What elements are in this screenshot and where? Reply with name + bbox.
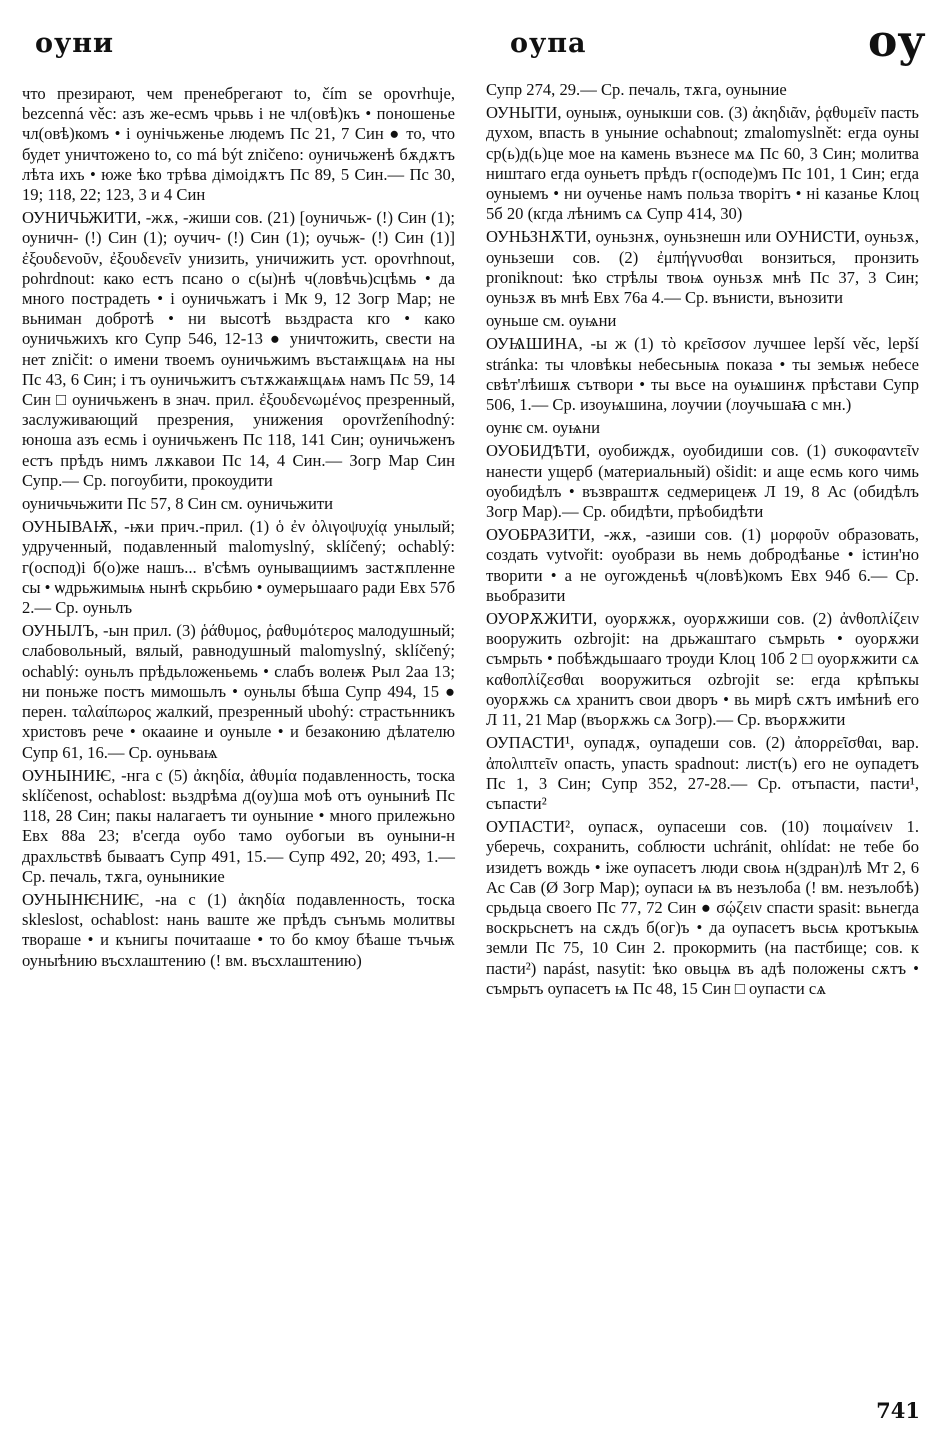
running-head-left: оуни: [35, 28, 115, 59]
entry-continuation: что презирают, чем пренебрегают to, čím se opovrhuje, bezcenná věc: азъ же-есмъ чрьвь і не чл(овѣ)къ • поношенье чл(овѣ)комъ • і оунічьженье людемъ Пс 21, 7 Син ● то, что будет уничтожено to, co má být zničeno: оуничьженѣ бѫдѫтъ лѣта ихъ • юже ѣко трѣва дімоідѫтъ Пс 89, 5 Син.— Пс 30, 19; 118, 22; 123, 3 и 4 Син: [22, 84, 455, 205]
entry-continuation: Супр 274, 29.— Ср. печаль, тѫга, оуныние: [486, 80, 787, 99]
cross-reference: оуничьчьжити Пс 57, 8 Син см. оуничьжити: [22, 494, 333, 514]
entry-uoruzhiti: ОУОРѪЖИТИ, оуорѫжѫ, оуорѫжиши сов. (2) ἀνθοπλίζειν вооружить ozbrojit: на дрьжаштаго съмрьть • оуорѫжи съмрьть • побѣждьшааго троуди Клоц 10б 2 □ оуорѫжити сѧ καθοπλίζεσθαι вооружиться ozbrojit se: егда крѣпъкы оуорѫжь сѧ хранитъ свои дворъ • вь мирѣ сѫтъ имѣниѣ его Л 11, 21 Мар (въорѫжь сѧ Зогр).— Ср. въорѫжити: [486, 609, 919, 730]
entry-unznuti: ОУНЬЗНѪТИ, оуньзнѫ, оуньзнешн или ОУНИСТИ, оуньзѫ, оуньзеши сов. (2) ἐμπήγνυσθαι вонзиться, пронзить proniknout: ѣко стрѣлы твоѩ оуньзѫ мнѣ Пс 37, 3 Син; оуньзѫ въ мнѣ Евх 76а 4.— Ср. вънисти, вънозити: [486, 227, 919, 308]
page-number: 741: [876, 1398, 920, 1423]
right-column: [486, 80, 919, 999]
entry-upasti-2: ОУПАСТИ², оупасѫ, оупасеши сов. (10) ποιμαίνειν 1. уберечь, сохранить, соблюсти uchránit, ohlídat: не тебе бо изидетъ вождь • іже оупасетъ люди своѩ н(здран)лѣ Мт 2, 6 Ас Сав (Ø Зогр Мар); оупаси ѩ въ незълоба (! вм. незълобѣ) срьдьца своего Пс 77, 72 Син ● σῴζειν спасти spasit: вьнегда воскрьснетъ на сѫдъ б(ог)ъ • да оупасетъ вьсѩ кротъкыѩ земли Пс 75, 10 Син 2. прокормить (на пастбище; сов. к пасти²) napást, nasytit: ѣко овьцѩ въ адѣ положены сѫтъ • съмрьтъ оупасетъ ѩ Пс 48, 15 Син □ оупасти сѧ: [486, 817, 919, 998]
cross-reference: оунѥ см. оуѩни: [486, 418, 600, 438]
entry-upasti-1: ОУПАСТИ¹, оупадѫ, оупадеши сов. (2) ἀπορρεῖσθαι, вар. ἀπολιπτεῖν опасть, упасть spadnout: лист(ъ) его не оупадетъ Пс 1, 3 Син; Супр 352, 27-28.— Ср. отъпасти, пасти¹, съпасти²: [486, 733, 919, 813]
running-head-middle: оупа: [510, 28, 587, 59]
entry-unynenie: ОУНЫНѤНИѤ, -на с (1) ἀκηδία подавленность, тоска skleslost, ochablost: нань ваште же прѣдъ сънъмь молитвы твораше • и кънигы почитааше • то бо кмоу бѣаше тъчьѭ оуныѣнию въсхлаштению (! вм. въсхлаштению): [22, 889, 455, 970]
entry-uobideti: ОУОБИДѢТИ, оуобиждѫ, оуобидиши сов. (1) συκοφαντεῖν нанести ущерб (материальный) ošidit: и аще есмь кого чимь оуобидѣлъ • възвраштѫ седмерицеѭ Л 19, 8 Ас (обидѣлъ Зогр Мар).— Ср. обидѣти, прѣобидѣти: [486, 441, 919, 522]
entry-unynie: ОУНЫНИѤ, -нга с (5) ἀκηδία, ἀθυμία подавленность, тоска sklíčenost, ochablost: вьздрѣма д(оу)ша моѣ отъ оуныниѣ Пс 118, 28 Син; пакы налагаетъ ти оуныние • много прилежьно Евх 88а 23; в'сегда оубо тамо оубогыи въ оуныни-н драхльствѣ бываатъ Супр 491, 15.— Супр 492, 20; 493, 1.— Ср. печаль, тѫга, оуныникие: [22, 765, 455, 886]
entry-unyvaya: ОУНЫВАѬ, -ѭи прич.-прил. (1) ὁ ἐν ὀλιγοψυχίᾳ унылый; удрученный, подавленный malomyslný, sklíčený; ochablý: г(оспод)і б(о)же нашъ... в'сѣмъ оуныващиимъ застѫпленне сы • ѡдрьжимыѩ нынѣ скрьбию • оумерьшааго ради Евх 57б 2.— Ср. оуньлъ: [22, 517, 456, 618]
entry-unyti: ОУНЫТИ, оуныѭ, оуныкши сов. (3) ἀκηδιᾶν, ῥᾳθυμεῖν пасть духом, впасть в уныние ochabnout; zmalomyslnět: егда оуны ср(ь)д(ь)це мое на камень възнесе мѧ Пс 60, 3 Син; молитва ништаго егда оуньетъ прѣдъ г(осподе)мъ Пс 101, 1 Син; егда оуныемъ • ни оученье намъ польза творітъ • ні казанье Клоц 5б 20 (кгда лѣнимъ сѧ Супр 414, 30): [486, 103, 919, 224]
entry-uobraziti: ОУОБРАЗИТИ, -жѫ, -азиши сов. (1) μορφοῦν образовать, создать vytvořit: оуобрази вь немь добродѣанье • істин'но творити • а не оугожденьѣ ч(ловѣ)комъ Евх 94б 6.— Ср. вьобразити: [486, 525, 919, 605]
entry-unyl: ОУНЫЛЪ, -ын прил. (3) ῥάθυμος, ῥαθυμότερος малодушный; слабовольный, вялый, равнодушный malomyslný, sklíčený; ochablý: оуньлъ прѣдьложеньемь • слабъ волеѭ Рыл 2аа 13; ни поньже постъ мимошьлъ • оуньлы бѣша Супр 494, 15 ● перен. ταλαίπωρος жалкий, презренный ubohý: страстьнникъ христовъ рече • окааине и оуныле • и безаконию дѣлателю Супр 61, 16.— Ср. оуньваѩ: [22, 621, 455, 762]
entry-unichizhiti: ОУНИЧЬЖИТИ, -жѫ, -жиши сов. (21) [оуничьж- (!) Син (1); оуничн- (!) Син (1); оучич- (!) Син (1); оучьж- (!) Син (1)] ἐξουδενοῦν, ἐξουδενεῖν унизить, уничижить уст. opovrhnout, pohrdnout: како естъ псано о с(ы)нѣ ч(ловѣчь)сцѣмь • да много пострадеть • і оуничьжатъ і Мк 9, 12 Зогр Мар; не вьниман добротѣ • ни высотѣ вьздраста кго • како оуничьжихъ кго Супр 546, 12-13 ● уничтожить, свести на нет zničit: о имени твоемъ оуничьжимъ въстаѭщѧѩ на ны Пс 43, 6 Син; і тъ оуничьжитъ сътѫжаѭщѧѩ намъ Пс 59, 14 Син □ оуничьженъ в знач. прил. ἐξουδενωμένος презренный, заслуживающий презрения, унижения opovrženíhodný: юноша азъ есмь і оуничьженъ Пс 118, 141 Син; оуничьженъ естъ прѣдъ нимъ лѫкавои Пс 14, 4 Син.— Зогр Мар Син Супр.— Ср. погоубити, прокоудити: [22, 208, 455, 490]
section-letter: оу: [868, 16, 926, 67]
cross-reference: оуньше см. оуѩни: [486, 311, 617, 331]
left-column: [22, 84, 455, 971]
entry-unshina: ОУѨШИНА, -ы ж (1) τὸ κρεῖσσον лучшее lepší věc, lepší stránka: ты чловѣкы небесьныѩ показа • ты земьѭ небесе свѣт'лѣишѫ сътвори • ты вьсе на оуѩшинѫ прѣстави Супр 506, 1.— Ср. изоуѩшина, лоучии (лоучьшаꙗ с мн.): [486, 334, 919, 415]
